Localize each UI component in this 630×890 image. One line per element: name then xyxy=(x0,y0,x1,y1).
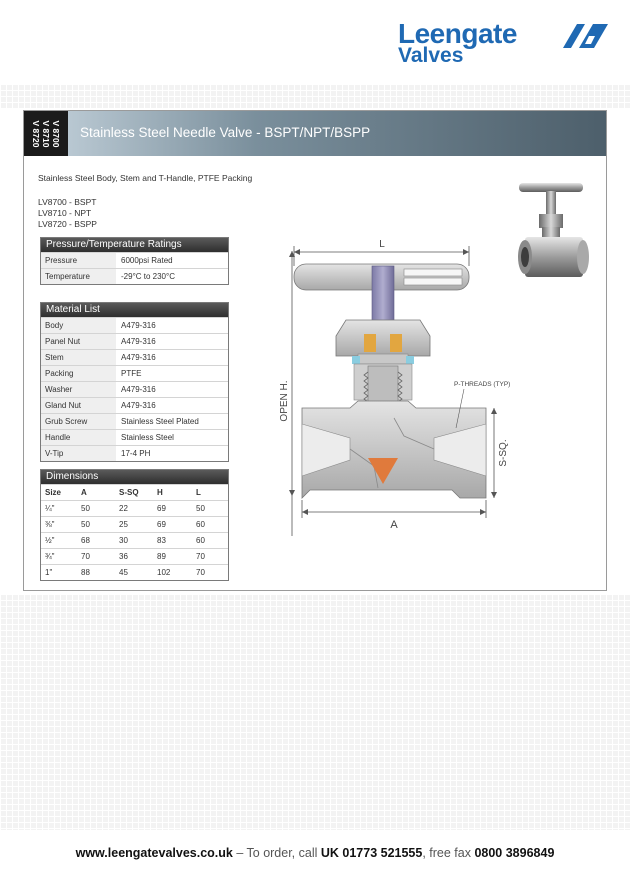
table-cell: 89 xyxy=(157,552,166,561)
row-value: A479-316 xyxy=(121,353,156,362)
row-value: A479-316 xyxy=(121,321,156,330)
table-cell: 45 xyxy=(119,568,128,577)
row-value: A479-316 xyxy=(121,401,156,410)
row-label: Pressure xyxy=(41,253,116,268)
needle-valve-photo-icon xyxy=(509,181,601,291)
row-label: Handle xyxy=(41,430,116,445)
column-header: A xyxy=(81,488,87,497)
label-a: A xyxy=(390,519,398,531)
dotted-band-top xyxy=(0,84,630,108)
table-row xyxy=(41,381,228,397)
table-cell: 68 xyxy=(81,536,90,545)
table-header: Dimensions xyxy=(41,470,228,484)
row-label: Gland Nut xyxy=(41,398,116,413)
row-label: Washer xyxy=(41,382,116,397)
model-codes-block xyxy=(24,111,68,156)
table-cell: 70 xyxy=(196,568,205,577)
row-value: 17-4 PH xyxy=(121,449,151,458)
table-row xyxy=(41,500,228,516)
table-cell: 25 xyxy=(119,520,128,529)
table-cell: 60 xyxy=(196,520,205,529)
table-cell: ¼" xyxy=(45,504,55,513)
label-open-h: OPEN H. xyxy=(279,380,290,422)
dimensions-table xyxy=(40,469,229,581)
row-value: A479-316 xyxy=(121,385,156,394)
material-list-table xyxy=(40,302,229,462)
row-value: PTFE xyxy=(121,369,142,378)
table-header-row xyxy=(41,484,228,500)
title-bar xyxy=(68,111,606,156)
table-row xyxy=(41,349,228,365)
row-value: A479-316 xyxy=(121,337,156,346)
model-line: LV8720 - BSPP xyxy=(38,219,97,229)
website-link[interactable]: www.leengatevalves.co.uk xyxy=(75,846,233,860)
table-cell: 30 xyxy=(119,536,128,545)
model-codes xyxy=(31,120,61,147)
table-cell: 50 xyxy=(81,520,90,529)
footer xyxy=(0,846,630,860)
column-header: L xyxy=(196,488,201,497)
table-row xyxy=(41,516,228,532)
table-row xyxy=(41,333,228,349)
needle-valve-cross-section-icon xyxy=(254,236,511,541)
row-label: Packing xyxy=(41,366,116,381)
table-row xyxy=(41,445,228,461)
model-code: V 8700 xyxy=(51,120,61,147)
table-row xyxy=(41,252,228,268)
table-row xyxy=(41,397,228,413)
table-header: Material List xyxy=(41,303,228,317)
product-panel xyxy=(23,110,607,591)
fax-text: , free fax xyxy=(422,846,475,860)
column-header: S-SQ xyxy=(119,488,139,497)
page-title: Stainless Steel Needle Valve - BSPT/NPT/BSPP xyxy=(80,125,371,140)
model-line: LV8700 - BSPT xyxy=(38,197,97,207)
table-cell: ¾" xyxy=(45,552,55,561)
row-value: 6000psi Rated xyxy=(121,256,173,265)
phone-number: UK 01773 521555 xyxy=(320,846,423,860)
table-header: Pressure/Temperature Ratings xyxy=(41,238,228,252)
table-cell: 102 xyxy=(157,568,171,577)
table-cell: ⅜" xyxy=(45,520,55,529)
row-label: Grub Screw xyxy=(41,414,116,429)
table-cell: 70 xyxy=(81,552,90,561)
order-text: – To order, call xyxy=(232,846,321,860)
row-label: Panel Nut xyxy=(41,334,116,349)
label-s-sq: S-SQ. xyxy=(498,439,509,467)
product-description: Stainless Steel Body, Stem and T-Handle, PTFE Packing xyxy=(38,173,253,183)
model-line: LV8710 - NPT xyxy=(38,208,92,218)
table-cell: ½" xyxy=(45,536,55,545)
table-row xyxy=(41,268,228,284)
brand-name-line1: Leengate xyxy=(398,18,517,49)
column-header: H xyxy=(157,488,163,497)
row-label: Body xyxy=(41,318,116,333)
label-p-threads: P-THREADS (TYP) xyxy=(454,381,511,388)
table-cell: 88 xyxy=(81,568,90,577)
row-label: V-Tip xyxy=(41,446,116,461)
table-row xyxy=(41,548,228,564)
column-header: Size xyxy=(45,488,62,497)
row-value: Stainless Steel Plated xyxy=(121,417,199,426)
table-cell: 22 xyxy=(119,504,128,513)
table-row xyxy=(41,413,228,429)
table-row xyxy=(41,564,228,580)
brand-logo xyxy=(398,20,613,70)
logo-mark-icon xyxy=(553,22,608,48)
fax-number: 0800 3896849 xyxy=(474,846,555,860)
table-cell: 1" xyxy=(45,568,53,577)
row-value: Stainless Steel xyxy=(121,433,174,442)
table-row xyxy=(41,532,228,548)
table-cell: 50 xyxy=(196,504,205,513)
dotted-band-bottom xyxy=(0,594,630,830)
model-code: V 8720 xyxy=(31,120,41,147)
table-cell: 60 xyxy=(196,536,205,545)
row-value: -29°C to 230°C xyxy=(121,272,175,281)
table-cell: 36 xyxy=(119,552,128,561)
brand-name-line2: Valves xyxy=(398,44,464,67)
label-l: L xyxy=(379,239,385,250)
table-cell: 70 xyxy=(196,552,205,561)
table-cell: 69 xyxy=(157,520,166,529)
table-cell: 50 xyxy=(81,504,90,513)
row-label: Stem xyxy=(41,350,116,365)
table-row xyxy=(41,365,228,381)
table-cell: 83 xyxy=(157,536,166,545)
model-code: V 8710 xyxy=(41,120,51,147)
table-row xyxy=(41,317,228,333)
table-row xyxy=(41,429,228,445)
row-label: Temperature xyxy=(41,269,116,284)
pressure-temperature-table xyxy=(40,237,229,285)
table-cell: 69 xyxy=(157,504,166,513)
